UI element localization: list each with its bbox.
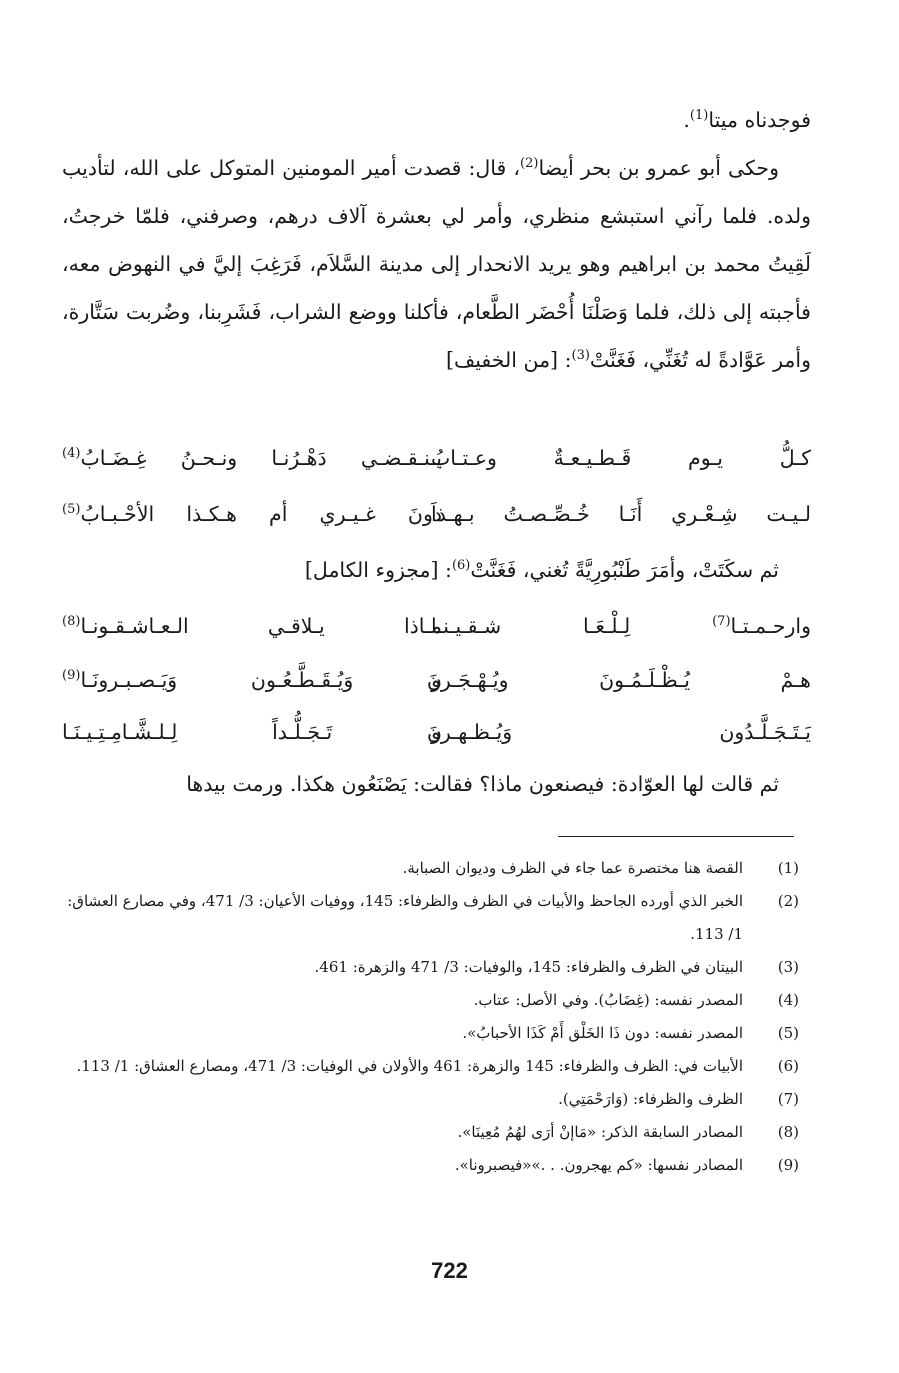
footnote-ref-1: (1) [689,108,709,124]
footnotes [62,852,799,1182]
footnote-ref-9: (9) [62,668,81,684]
paragraph-1 [62,96,811,144]
narrative-text: ثم قالت لها العوّادة: فيصنعون ماذا؟ فقالت: يَصْنَعُون هكذا. ورمت بيدها [186,772,779,796]
footnote-text: المصادر نفسها: «كم يهجرون. . .»«فيصبرونا». [454,1156,743,1174]
footnote-number: (3) [777,958,799,976]
hemistich-text: وارحـمـتـا [730,614,811,638]
paragraph-2-text-a: وحكى أبو عمرو بن بحر أيضا [538,156,779,180]
main-prose [62,96,811,384]
verse-line [62,600,811,652]
footnote-text: المصادر السابقة الذكر: «مَاإنْ أرَى لهُمُ مُعِينَا». [457,1123,743,1141]
verse-second-hemistich [62,600,442,652]
footnote-ref-4: (4) [62,446,81,462]
footnote-ref-2: (2) [520,156,539,172]
footnote-ref-7: (7) [712,614,731,630]
footnote [62,1017,799,1050]
paragraph-2-text-b: ، قال: قصدت أمير المومنين المتوكل على الله، لتأديب ولده. فلما رآني استبشع منظري، وأمر لي بعشرة آلاف درهم، وصرفني، فلمّا خرجتُ، لَقِيتُ محمد بن ابراهيم وهو يريد الانحدار إلى مدينة السَّلاَم، فَرَغِبَ إليَّ في النهوض معه، فأجبته إلى ذلك، فلما وَصَلْنَا أُحْضَر الطَّعام، فأكلنا ووضع الشراب، فَشَرِبنا، وضُربت سَتَّارة، وأمر عَوَّادةً له تُغَنِّي، فَغَنَّتْ [62,156,811,372]
footnote-number: (4) [777,991,799,1009]
footnote-ref-6: (6) [451,558,471,574]
footnote-number: (9) [777,1156,799,1174]
verse-first-hemistich [431,600,811,652]
footnote-text: القصة هنا مختصرة عما جاء في الظرف وديوان الصبابة. [402,859,743,877]
footnote-text: المصدر نفسه: (غِضَابُ). وفي الأصل: عتاب. [473,991,743,1009]
footnote-number: (1) [777,859,799,877]
footnote-ref-3: (3) [571,348,590,364]
meter-label-kamil: : [مجزوء الكامل] [304,558,452,582]
footnote-text: البيتان في الظرف والظرفاء: 145، والوفيات: 3/ 471 والزهرة: 461. [314,958,743,976]
footnote-text: الأبيات في: الظرف والظرفاء: 145 والزهرة: 461 والأولان في الوفيات: 3/ 471، ومصارع العشاق: 1/ 113. [76,1057,743,1075]
narrative-line-2 [62,760,811,808]
verse-line [62,706,811,758]
hemistich-text: مـاذا يـلاقـي الـعـاشـقـونـا [80,614,442,638]
footnote-number: (5) [777,1024,799,1042]
footnote-text: الظرف والظرفاء: (وَارَحْمَتِي). [558,1090,743,1108]
verse-second-hemistich [62,432,442,484]
verse-first-hemistich: يَـتَـجَـلَّـدُون وَيُـظـهـرو [431,720,811,744]
paragraph-1-text: فوجدناه ميتا [708,108,811,132]
footnote-text: المصدر نفسه: دون ذَا الخَلْق أَمْ كَذَا الأحبابُ». [462,1024,743,1042]
footnote [62,1050,799,1083]
verse-second-hemistich: نَ تَـجَـلُّـداً لِـلـشَّـامِـتِـيـنَـا [62,720,442,744]
verse-line [62,488,811,540]
footnote-number: (8) [777,1123,799,1141]
hemistich-text: دونَ غـيـري أم هـكـذا الأحْـبـابُ [80,502,442,526]
verse-first-hemistich: كـلُّ يـوم قَـطـيـعـةٌ وعـتـابُ [431,446,811,470]
footnote [62,852,799,885]
narrative-line-1 [62,546,811,594]
footnote [62,1149,799,1182]
footnote [62,1116,799,1149]
footnote-ref-5: (5) [62,502,81,518]
meter-label-khafif: : [من الخفيف] [446,348,572,372]
footnote-text: الخبر الذي أورده الجاحظ والأبيات في الظرف والظرفاء: 145، ووفيات الأعيان: 3/ 471، وفي مصارع العشاق: 1/ 113. [67,892,743,943]
footnote-ref-8: (8) [62,614,81,630]
verse-second-hemistich [62,654,442,706]
verse-first-hemistich: لـيـت شِـعْـري أَنَـا خُـصِّـصـتُ بـهـذاَ [431,502,811,526]
footnote [62,1083,799,1116]
hemistich-text-b: لِـلْـعَـا شـقـيـنـا [431,614,713,638]
footnote-number: (2) [777,892,799,910]
footnote [62,951,799,984]
footnote [62,885,799,951]
verse-second-hemistich [62,488,442,540]
page-number: 722 [431,1258,468,1283]
paragraph-1-end: . [683,108,690,132]
footnote-number: (6) [777,1057,799,1075]
narrative-text: ثم سكَتَتْ، وأمَرَ طَنْبُورِيَّةً تُغني، فَغَنَّتْ [470,558,779,582]
hemistich-text: نَ وَيُـقَـطَّـعُـون وَيَـصـبـرونَـا [80,668,442,692]
footnote-number: (7) [777,1090,799,1108]
verse-line [62,432,811,484]
verse-first-hemistich: هـمْ يُـظْـلَـمُـونَ ويُـهْـجَـرو [431,668,811,692]
footnote [62,984,799,1017]
verse-line [62,654,811,706]
hemistich-text: يـنـقـضـي دَهْـرُنـا ونـحـنُ غِـضَـابُ [80,446,442,470]
footnote-separator [558,836,794,837]
paragraph-2 [62,144,811,384]
